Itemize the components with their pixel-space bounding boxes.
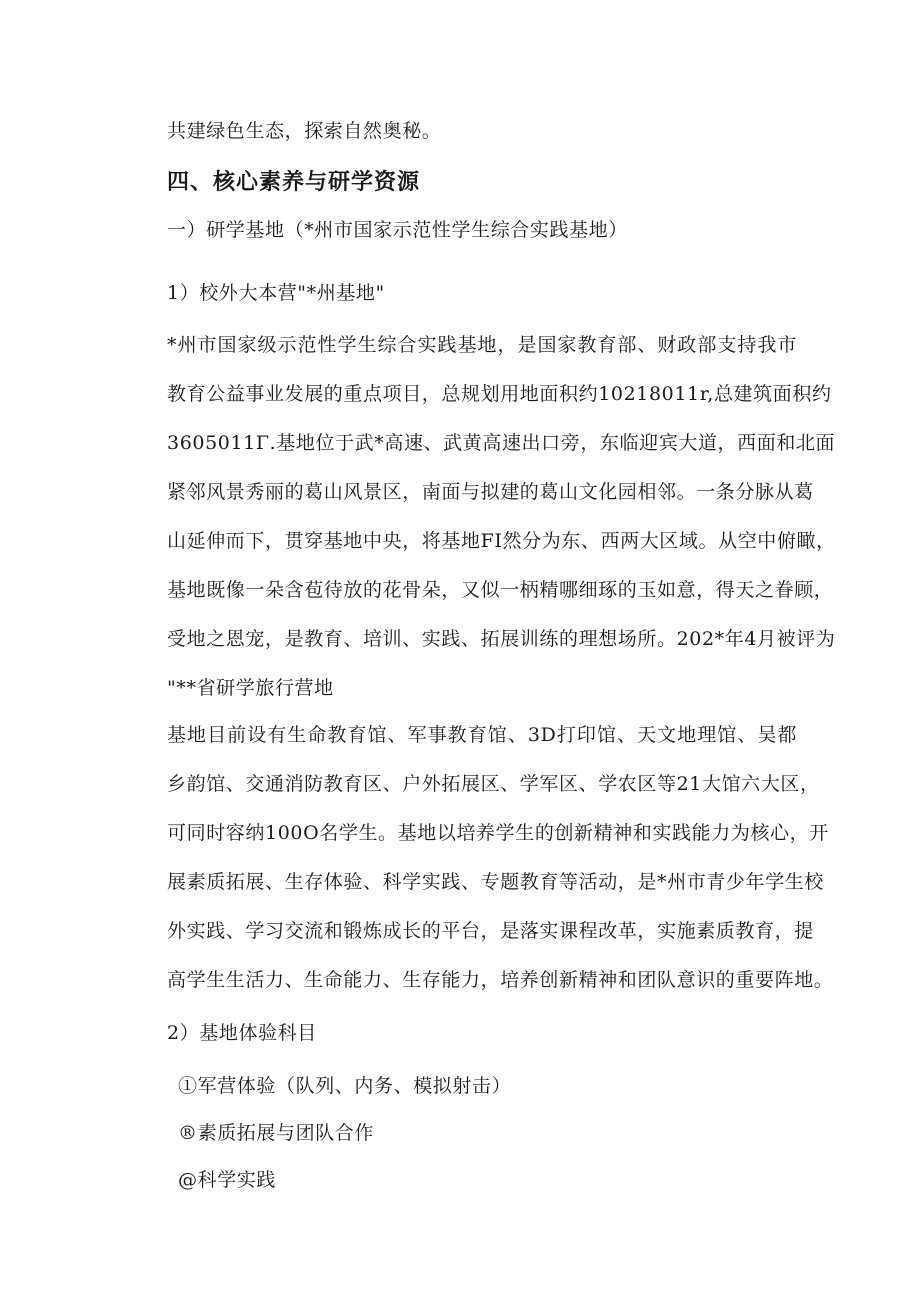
item-title-2: 2）基地体验科目 — [167, 1022, 317, 1044]
paragraph-1-line: 受地之恩宠，是教育、培训、实践、拓展训练的理想场所。202*年4月被评为 — [167, 628, 836, 650]
section-heading: 四、核心素养与研学资源 — [167, 170, 421, 195]
paragraph-1-line: 3605011Γ.基地位于武*高速、武黄高速出口旁，东临迎宾大道，西面和北面 — [167, 432, 836, 454]
paragraph-2-line: 乡韵馆、交通消防教育区、户外拓展区、学军区、学农区等21大馆六大区， — [167, 773, 820, 795]
experience-item: ①军营体验（队列、内务、模拟射击） — [178, 1075, 512, 1097]
paragraph-1-line: 基地既像一朵含苞待放的花骨朵，又似一柄精哪细琢的玉如意，得天之眷顾， — [167, 579, 834, 601]
paragraph-2-line: 外实践、学习交流和锻炼成长的平台，是落实课程改革，实施素质教育，提 — [167, 920, 814, 942]
paragraph-1-line: 紧邻风景秀丽的葛山风景区，南面与拟建的葛山文化园相邻。一条分脉从葛 — [167, 481, 814, 503]
paragraph-2-line: 可同时容纳100O名学生。基地以培养学生的创新精神和实践能力为核心，开 — [167, 822, 829, 844]
paragraph-2-line: 展素质拓展、生存体验、科学实践、专题教育等活动，是*州市青少年学生校 — [167, 871, 824, 893]
paragraph-1-line: "**省研学旅行营地 — [167, 677, 334, 699]
subsection-title: 一）研学基地（*州市国家示范性学生综合实践基地） — [167, 219, 628, 241]
experience-item: ®素质拓展与团队合作 — [178, 1122, 375, 1144]
item-title-1: 1）校外大本营"*州基地" — [167, 282, 385, 304]
paragraph-2-line: 基地目前设有生命教育馆、军事教育馆、3D打印馆、天文地理馆、吴都 — [167, 724, 797, 746]
intro-line: 共建绿色生态，探索自然奥秘。 — [167, 120, 442, 142]
experience-item: @科学实践 — [178, 1169, 277, 1191]
paragraph-2-line: 高学生生活力、生命能力、生存能力，培养创新精神和团队意识的重要阵地。 — [167, 969, 834, 991]
paragraph-1-line: *州市国家级示范性学生综合实践基地，是国家教育部、财政部支持我市 — [167, 334, 797, 356]
paragraph-1-line: 山延伸而下，贯穿基地中央，将基地FI然分为东、西两大区域。从空中俯瞰， — [167, 530, 836, 552]
paragraph-1-line: 教育公益事业发展的重点项目，总规划用地面积约10218011r,总建筑面积约 — [167, 383, 832, 405]
